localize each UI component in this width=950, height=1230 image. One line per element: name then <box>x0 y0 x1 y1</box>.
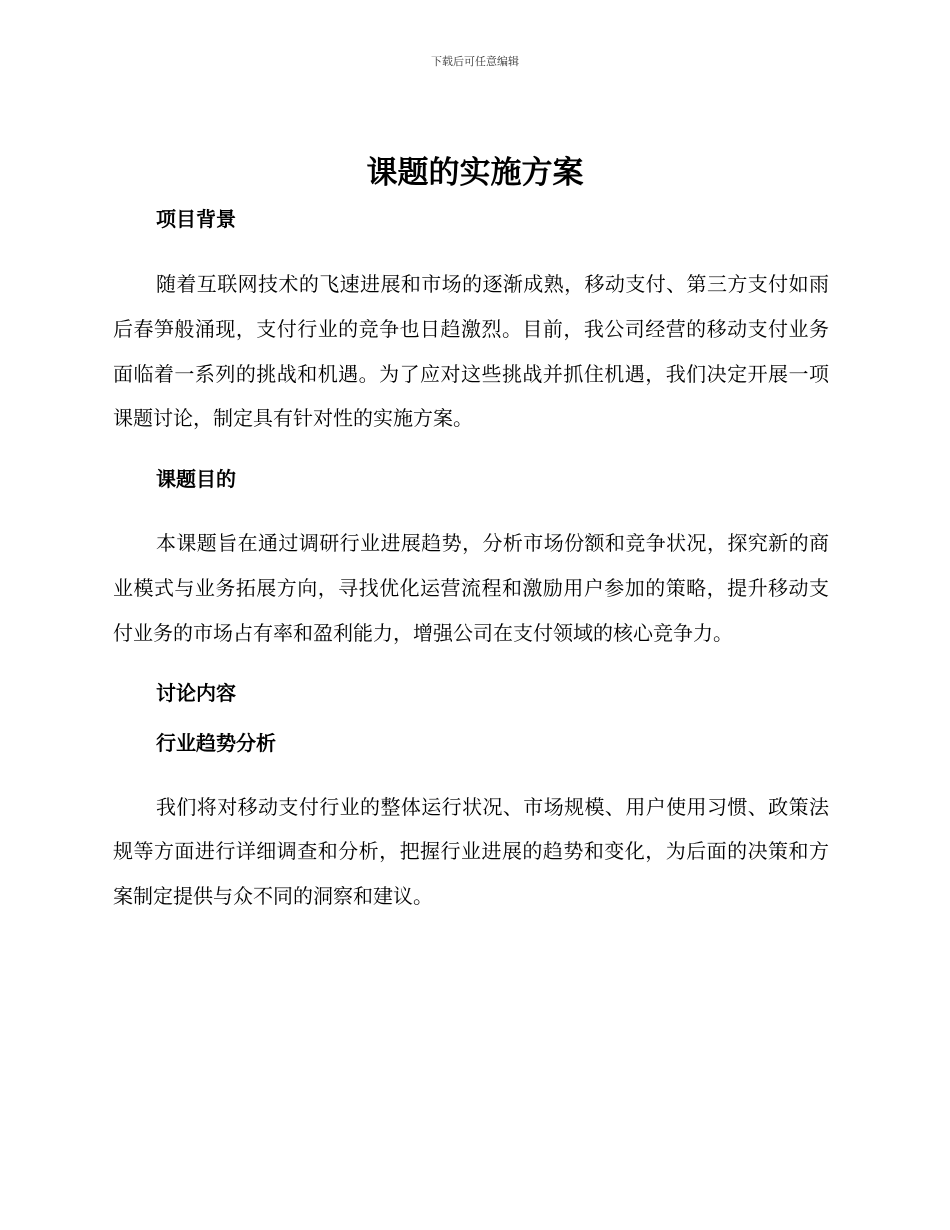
document-body <box>113 204 829 919</box>
section-heading-goal: 课题目的 <box>156 467 236 492</box>
section-heading-content: 讨论内容 <box>156 680 236 705</box>
page-header-note: 下载后可任意编辑 <box>431 55 519 68</box>
document-title: 课题的实施方案 <box>366 155 584 191</box>
paragraph-trend: 我们将对移动支付行业的整体运行状况、市场规模、用户使用习惯、政策法规等方面进行详细调查和分析，把握行业进展的趋势和变化，为后面的决策和方案制定提供与众不同的洞察和建议。 <box>113 794 829 909</box>
paragraph-goal: 本课题旨在通过调研行业进展趋势，分析市场份额和竞争状况，探究新的商业模式与业务拓展方向，寻找优化运营流程和激励用户参加的策略，提升移动支付业务的市场占有率和盈利能力，增强公司在支付领域的核心竞争力。 <box>113 531 829 645</box>
subsection-heading-trend: 行业趋势分析 <box>156 730 276 755</box>
paragraph-background: 随着互联网技术的飞速进展和市场的逐渐成熟，移动支付、第三方支付如雨后春笋般涌现，支付行业的竞争也日趋激烈。目前，我公司经营的移动支付业务面临着一系列的挑战和机遇。为了应对这些挑战并抓住机遇，我们决定开展一项课题讨论，制定具有针对性的实施方案。 <box>113 272 829 431</box>
section-heading-background: 项目背景 <box>156 207 236 231</box>
